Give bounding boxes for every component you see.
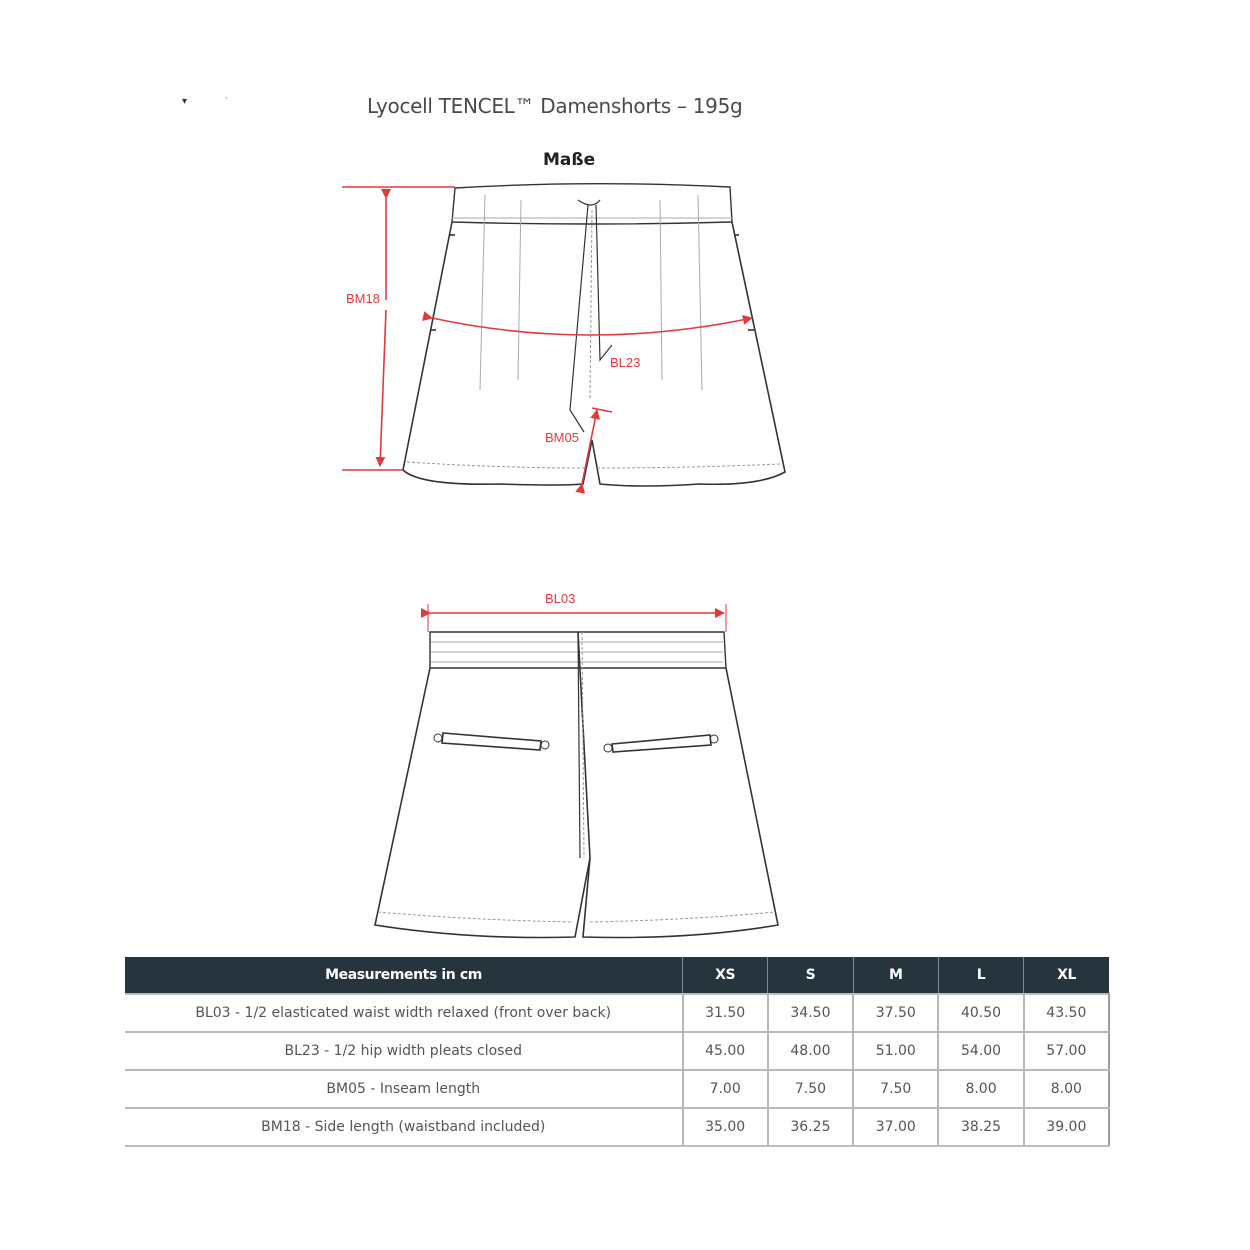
row-label: BM05 - Inseam length — [125, 1070, 683, 1108]
col-header-measurement: Measurements in cm — [125, 957, 683, 994]
col-header-xs: XS — [683, 957, 768, 994]
size-chart-table — [125, 957, 1110, 1147]
cell-m: 37.50 — [853, 994, 938, 1032]
row-label: BM18 - Side length (waistband included) — [125, 1108, 683, 1146]
col-header-m: M — [853, 957, 938, 994]
table-header-row — [125, 957, 1109, 994]
cell-xs: 45.00 — [683, 1032, 768, 1070]
table-row — [125, 1032, 1109, 1070]
cell-xl: 43.50 — [1024, 994, 1109, 1032]
cell-m: 37.00 — [853, 1108, 938, 1146]
cell-xl: 57.00 — [1024, 1032, 1109, 1070]
back-shorts-outline — [375, 632, 778, 938]
stray-mark-dot: · — [225, 94, 228, 103]
page-title: Lyocell TENCEL™ Damenshorts – 195g — [367, 94, 743, 118]
cell-xl: 39.00 — [1024, 1108, 1109, 1146]
back-measurement-lines — [428, 604, 726, 632]
section-title: Maße — [543, 150, 596, 170]
cell-s: 48.00 — [768, 1032, 853, 1070]
row-label: BL23 - 1/2 hip width pleats closed — [125, 1032, 683, 1070]
table-row — [125, 1108, 1109, 1146]
cell-xs: 35.00 — [683, 1108, 768, 1146]
table-row — [125, 994, 1109, 1032]
cell-xl: 8.00 — [1024, 1070, 1109, 1108]
table-row — [125, 1070, 1109, 1108]
cell-m: 51.00 — [853, 1032, 938, 1070]
col-header-xl: XL — [1024, 957, 1109, 994]
cell-l: 38.25 — [938, 1108, 1023, 1146]
stray-mark-triangle: ▾ — [182, 96, 188, 107]
cell-xs: 7.00 — [683, 1070, 768, 1108]
cell-s: 34.50 — [768, 994, 853, 1032]
cell-l: 54.00 — [938, 1032, 1023, 1070]
col-header-s: S — [768, 957, 853, 994]
cell-l: 40.50 — [938, 994, 1023, 1032]
cell-m: 7.50 — [853, 1070, 938, 1108]
label-bl23: BL23 — [610, 355, 641, 370]
cell-s: 7.50 — [768, 1070, 853, 1108]
col-header-l: L — [938, 957, 1023, 994]
cell-xs: 31.50 — [683, 994, 768, 1032]
cell-l: 8.00 — [938, 1070, 1023, 1108]
label-bm18: BM18 — [346, 291, 380, 306]
row-label: BL03 - 1/2 elasticated waist width relaxed (front over back) — [125, 994, 683, 1032]
label-bm05: BM05 — [545, 430, 579, 445]
cell-s: 36.25 — [768, 1108, 853, 1146]
label-bl03: BL03 — [545, 591, 576, 606]
